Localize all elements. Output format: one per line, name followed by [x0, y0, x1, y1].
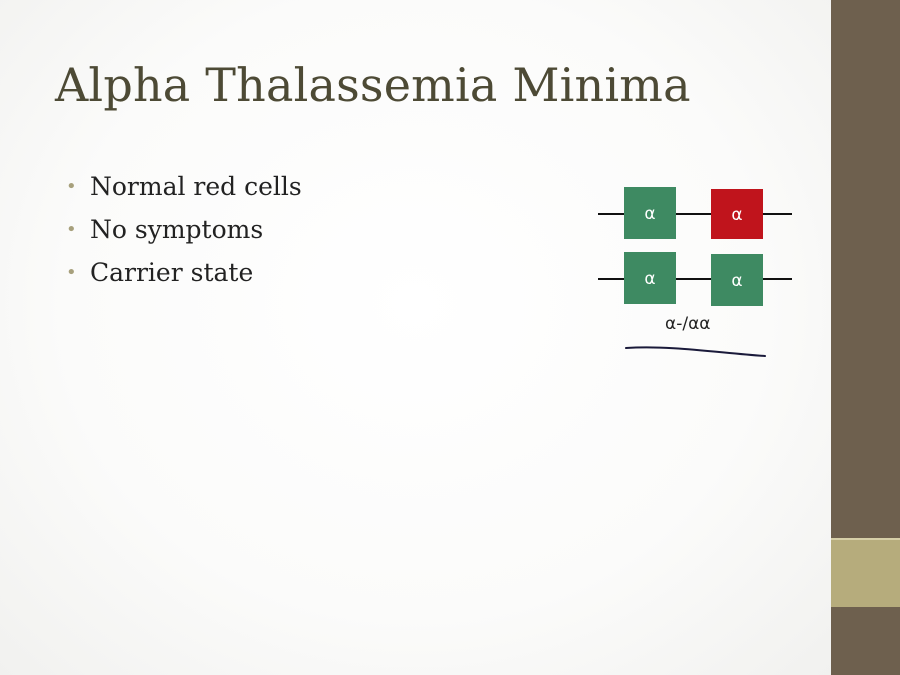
bullet-item	[66, 165, 302, 208]
bullet-dot-icon: •	[66, 219, 77, 240]
underline-stroke	[626, 347, 765, 356]
bullet-text: No symptoms	[90, 215, 264, 244]
alpha-gene-label: α	[731, 271, 743, 291]
bullet-item	[66, 208, 302, 251]
bullet-text: Carrier state	[90, 258, 254, 287]
bullet-dot-icon: •	[66, 262, 77, 283]
sidebar-accent-block	[831, 540, 900, 607]
alpha-gene-label: α	[644, 269, 656, 289]
gene-diagram	[590, 175, 810, 375]
alpha-gene-label: α	[731, 205, 743, 225]
bullet-text: Normal red cells	[90, 172, 302, 201]
bullet-item	[66, 251, 302, 294]
bullet-list	[66, 165, 302, 294]
genotype-label: α-/αα	[665, 314, 711, 334]
bullet-dot-icon: •	[66, 176, 77, 197]
alpha-gene-label: α	[644, 204, 656, 224]
slide-title: Alpha Thalassemia Minima	[55, 58, 691, 112]
gene-diagram-svg	[590, 175, 810, 375]
